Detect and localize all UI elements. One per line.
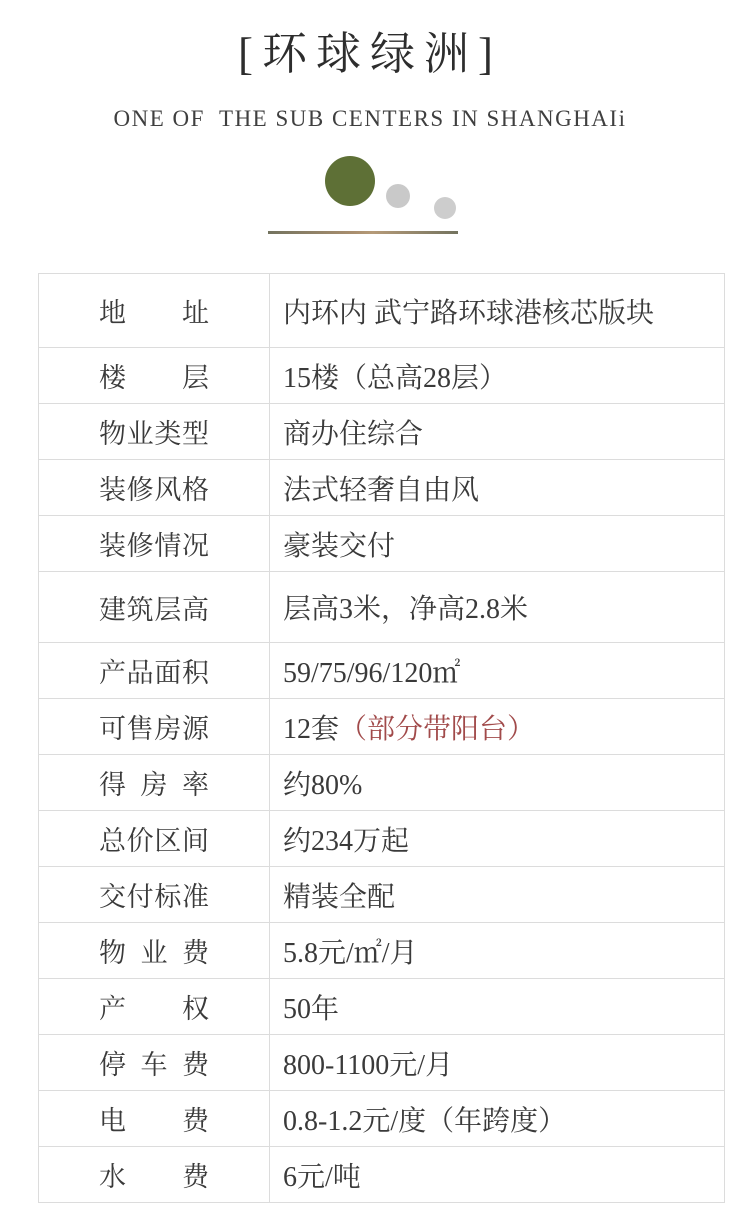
table-row (39, 460, 724, 516)
row-value-cell (270, 923, 724, 978)
table-row (39, 699, 724, 755)
row-label: 地址 (99, 298, 209, 328)
brand-dots (0, 146, 740, 242)
row-value: 15楼（总高28层） (283, 362, 508, 394)
table-row (39, 274, 724, 348)
row-label-cell (39, 643, 270, 698)
table-row (39, 348, 724, 404)
row-label-cell (39, 811, 270, 866)
row-label-cell (39, 404, 270, 459)
row-value: 0.8-1.2元/度（年跨度） (283, 1105, 567, 1137)
row-value: 内环内 武宁路环球港核芯版块 (283, 297, 655, 329)
brand-header (0, 0, 740, 134)
brand-dot-secondary-icon (386, 184, 410, 208)
row-label-cell (39, 516, 270, 571)
row-value: 6元/吨 (283, 1161, 361, 1193)
row-label: 交付标准 (99, 882, 209, 912)
row-label-cell (39, 348, 270, 403)
row-value: 层高3米，净高2.8米 (283, 594, 529, 625)
row-label: 电费 (99, 1106, 209, 1136)
row-label: 楼层 (99, 363, 209, 393)
row-value-cell (270, 979, 724, 1034)
row-label-cell (39, 460, 270, 515)
row-value-cell (270, 274, 724, 347)
row-value: 约234万起 (283, 825, 410, 857)
row-label: 得房率 (99, 770, 209, 800)
row-value: 5.8元/㎡/月 (283, 937, 418, 969)
table-row (39, 923, 724, 979)
table-row (39, 404, 724, 460)
table-row (39, 867, 724, 923)
row-label-cell (39, 867, 270, 922)
row-value: 12套 (283, 713, 340, 745)
row-label-cell (39, 755, 270, 810)
row-label-cell (39, 699, 270, 754)
row-label-cell (39, 274, 270, 347)
row-value: 精装全配 (283, 881, 396, 913)
row-value: 豪装交付 (283, 530, 396, 562)
row-value-cell (270, 1147, 724, 1202)
row-label-cell (39, 1035, 270, 1090)
row-label-cell (39, 923, 270, 978)
table-row (39, 643, 724, 699)
page-title: [环球绿洲] (238, 29, 502, 79)
info-table (38, 273, 725, 1203)
row-value-cell (270, 348, 724, 403)
row-label: 总价区间 (99, 826, 209, 856)
row-label: 停车费 (99, 1050, 209, 1080)
row-label: 装修情况 (99, 531, 209, 561)
row-value: 商办住综合 (283, 418, 424, 450)
row-label-cell (39, 1147, 270, 1202)
row-label-cell (39, 979, 270, 1034)
row-label: 建筑层高 (99, 594, 209, 625)
row-value: 法式轻奢自由风 (283, 474, 480, 506)
table-row (39, 755, 724, 811)
brand-dot-tertiary-icon (434, 197, 456, 219)
table-row (39, 516, 724, 572)
row-value-highlight: （部分带阳台） (339, 713, 536, 745)
row-label-cell (39, 572, 270, 642)
table-row (39, 1035, 724, 1091)
row-label: 装修风格 (99, 475, 209, 505)
table-row (39, 979, 724, 1035)
row-value-cell (270, 572, 724, 642)
page-subtitle: ONE OF THE SUB CENTERS IN SHANGHAIi (113, 106, 627, 131)
row-label: 水费 (99, 1162, 209, 1192)
row-value-cell (270, 811, 724, 866)
row-value-cell (270, 404, 724, 459)
row-value: 800-1100元/月 (283, 1049, 454, 1081)
row-value: 50年 (283, 993, 340, 1025)
row-value-cell (270, 755, 724, 810)
row-label-cell (39, 1091, 270, 1146)
table-row (39, 811, 724, 867)
row-value-cell (270, 643, 724, 698)
row-value: 59/75/96/120㎡ (283, 657, 461, 689)
row-value-cell (270, 867, 724, 922)
row-label: 物业费 (99, 938, 209, 968)
brand-dot-primary-icon (325, 156, 375, 206)
row-value-cell (270, 1091, 724, 1146)
row-value-cell (270, 460, 724, 515)
row-label: 产权 (99, 994, 209, 1024)
row-value-cell (270, 1035, 724, 1090)
divider-line (268, 231, 458, 234)
row-label: 产品面积 (99, 658, 209, 688)
row-value-cell (270, 516, 724, 571)
row-label: 可售房源 (99, 714, 209, 744)
table-row (39, 1091, 724, 1147)
table-row (39, 1147, 724, 1202)
row-label: 物业类型 (99, 419, 209, 449)
row-value-cell (270, 699, 724, 754)
row-value: 约80% (283, 769, 363, 801)
table-row (39, 572, 724, 643)
